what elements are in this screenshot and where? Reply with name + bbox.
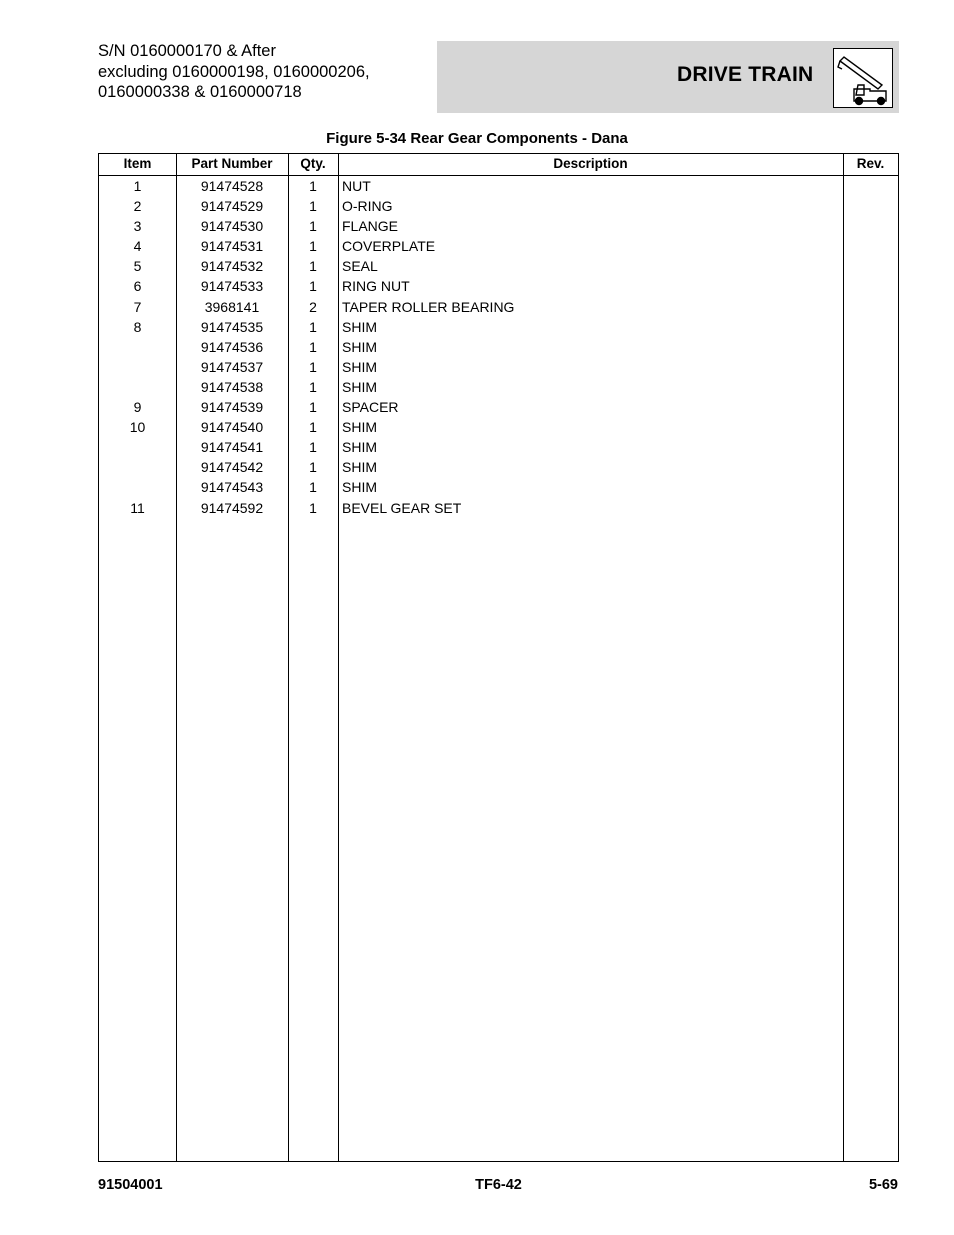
item-cell: 8 (133, 318, 142, 335)
column-header-item: Item (123, 156, 152, 171)
part-number-cell: 91474528 (200, 178, 264, 194)
description-cell: SHIM (342, 439, 377, 456)
item-cell: 6 (133, 278, 142, 295)
part-number-cell: 91474533 (200, 278, 264, 295)
table-row (99, 237, 898, 257)
section-title: DRIVE TRAIN (677, 63, 814, 86)
qty-cell: 1 (309, 198, 317, 215)
description-cell: SEAL (342, 258, 378, 275)
column-header-qty: Qty. (300, 156, 326, 171)
qty-cell: 1 (309, 178, 317, 194)
description-cell: TAPER ROLLER BEARING (342, 298, 515, 315)
part-number-cell: 91474536 (200, 338, 264, 355)
description-cell: SHIM (342, 318, 377, 335)
table-row (99, 318, 898, 338)
item-cell: 5 (133, 258, 142, 275)
part-number-cell: 91474540 (200, 419, 264, 436)
item-cell: 11 (130, 499, 145, 516)
qty-cell: 1 (309, 439, 317, 456)
page-number: 5-69 (868, 1177, 898, 1193)
part-number-cell: 91474543 (200, 479, 264, 496)
table-row (99, 217, 898, 237)
qty-cell: 1 (309, 338, 317, 355)
serial-number-block (98, 41, 370, 103)
part-number-cell: 91474538 (200, 378, 264, 395)
part-number-cell: 91474539 (200, 399, 264, 416)
qty-cell: 1 (309, 378, 317, 395)
item-cell: 1 (133, 178, 142, 194)
qty-cell: 1 (309, 358, 317, 375)
item-cell: 4 (133, 238, 142, 255)
qty-cell: 1 (309, 459, 317, 476)
table-row (99, 277, 898, 297)
table-row (99, 438, 898, 458)
description-cell: SHIM (342, 479, 377, 496)
table-row (99, 458, 898, 478)
qty-cell: 1 (309, 399, 317, 416)
item-cell: 7 (133, 298, 142, 315)
document-number: 91504001 (98, 1177, 163, 1193)
section-header (437, 41, 899, 113)
figure-title: Figure 5-34 Rear Gear Components - Dana (326, 130, 628, 147)
serial-line-1: S/N 0160000170 & After (98, 42, 276, 60)
description-cell: SPACER (342, 399, 399, 416)
column-header-description: Description (553, 156, 628, 171)
page-code: TF6-42 (475, 1177, 522, 1193)
part-number-cell: 91474592 (200, 499, 264, 516)
table-row (99, 338, 898, 358)
table-row (99, 398, 898, 418)
qty-cell: 1 (309, 419, 317, 436)
parts-table (98, 153, 899, 1162)
qty-cell: 1 (309, 318, 317, 335)
serial-line-3: 0160000338 & 0160000718 (98, 83, 302, 101)
part-number-cell: 91474541 (200, 439, 264, 456)
description-cell: RING NUT (342, 278, 410, 295)
description-cell: SHIM (342, 378, 377, 395)
table-row (99, 499, 898, 519)
item-cell: 3 (133, 218, 142, 235)
description-cell: NUT (342, 178, 371, 194)
column-header-rev: Rev. (856, 156, 885, 171)
part-number-cell: 91474542 (200, 459, 264, 476)
column-header-part-number: Part Number (191, 156, 273, 171)
table-row (99, 378, 898, 398)
table-row (99, 197, 898, 217)
table-row (99, 257, 898, 277)
qty-cell: 1 (309, 479, 317, 496)
description-cell: SHIM (342, 358, 377, 375)
item-cell: 9 (133, 399, 142, 416)
description-cell: O-RING (342, 198, 393, 215)
table-row (99, 177, 898, 197)
description-cell: FLANGE (342, 218, 399, 235)
part-number-cell: 91474535 (200, 318, 264, 335)
table-row (99, 478, 898, 498)
item-cell: 10 (129, 419, 146, 436)
table-row (99, 298, 898, 318)
part-number-cell: 3968141 (204, 298, 260, 315)
table-body (99, 177, 898, 519)
description-cell: COVERPLATE (342, 238, 436, 255)
part-number-cell: 91474529 (200, 198, 264, 215)
item-cell: 2 (133, 198, 142, 215)
description-cell: SHIM (342, 338, 377, 355)
qty-cell: 1 (309, 499, 317, 516)
qty-cell: 1 (309, 278, 317, 295)
description-cell: SHIM (342, 459, 377, 476)
part-number-cell: 91474532 (200, 258, 264, 275)
header-divider (99, 175, 898, 176)
part-number-cell: 91474531 (200, 238, 264, 255)
part-number-cell: 91474530 (200, 218, 264, 235)
description-cell: BEVEL GEAR SET (342, 499, 462, 516)
qty-cell: 1 (309, 258, 317, 275)
qty-cell: 1 (309, 218, 317, 235)
qty-cell: 2 (309, 298, 317, 315)
telehandler-icon (833, 48, 893, 108)
serial-line-2: excluding 0160000198, 0160000206, (98, 62, 370, 81)
table-row (99, 358, 898, 378)
part-number-cell: 91474537 (200, 358, 264, 375)
table-row (99, 418, 898, 438)
description-cell: SHIM (342, 419, 377, 436)
qty-cell: 1 (309, 238, 317, 255)
